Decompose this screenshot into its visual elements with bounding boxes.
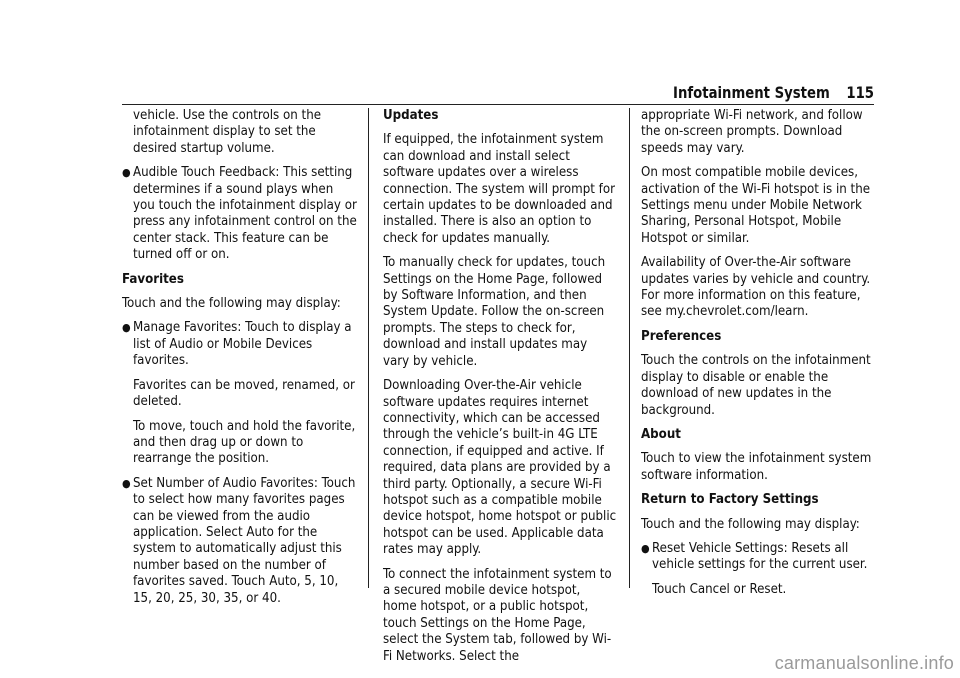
section-title: Infotainment System <box>673 83 830 102</box>
paragraph: appropriate Wi-Fi network, and follow the on-screen prompts. Download speeds may vary. <box>641 108 863 156</box>
paragraph: Downloading Over-the-Air vehicle software updates requires internet connectivity, which can be accessed through the vehicle’s built-in 4G LTE connection, if equipped and active. If required, data plans are provided by a third party. Optionally, a secure Wi-Fi hotspot such as a compatible mobile device hotspot, home hotspot or public hotspot can be used. Applicable data rates may apply. <box>383 378 617 558</box>
paragraph: Favorites can be moved, renamed, or deleted. <box>133 377 355 410</box>
column-3 <box>641 108 877 606</box>
paragraph: Availability of Over-the-Air software updates varies by vehicle and country. For more information on this feature, see my.chevrolet.com/learn. <box>641 255 871 320</box>
watermark: carmanualsonline.info <box>774 653 954 673</box>
bullet-icon: ● <box>122 476 131 490</box>
heading-about: About <box>641 426 681 442</box>
bullet-text: Audible Touch Feedback: This setting determines if a sound plays when you touch the infotainment display or press any infotainment control on the center stack. This feature can be turned off or on. <box>133 165 357 263</box>
heading-favorites: Favorites <box>122 271 184 287</box>
paragraph: To manually check for updates, touch Settings on the Home Page, followed by Software Information, and then System Update. Follow the on-screen prompts. The steps to check for, download and install updates may vary by vehicle. <box>383 255 606 369</box>
column-2 <box>383 108 617 673</box>
paragraph: On most compatible mobile devices, activation of the Wi-Fi hotspot is in the Settings menu under Mobile Network Sharing, Personal Hotspot, Mobile Hotspot or similar. <box>641 165 871 246</box>
bullet-item-reset-vehicle-settings <box>641 541 877 574</box>
bullet-item-set-number-of-audio-favorites <box>122 476 358 607</box>
paragraph: Touch Cancel or Reset. <box>652 581 787 597</box>
paragraph: To move, touch and hold the favorite, and then drag up or down to rearrange the position. <box>133 418 356 467</box>
heading-preferences: Preferences <box>641 328 722 344</box>
bullet-item-manage-favorites <box>122 320 358 369</box>
bullet-icon: ● <box>122 166 131 180</box>
paragraph: vehicle. Use the controls on the infotainment display to set the desired startup volume. <box>133 108 322 156</box>
paragraph: If equipped, the infotainment system can download and install select software updates over a wireless connection. The system will prompt for certain updates to be downloaded and installed. There is also an option to check for updates manually. <box>383 132 615 246</box>
heading-return-to-factory-settings: Return to Factory Settings <box>641 492 819 508</box>
bullet-icon: ● <box>122 321 131 335</box>
header-rule <box>122 104 874 105</box>
paragraph: Touch to view the infotainment system software information. <box>641 451 872 483</box>
bullet-text: Manage Favorites: Touch to display a list of Audio or Mobile Devices favorites. <box>133 320 352 369</box>
paragraph: Touch and the following may display: <box>122 296 341 312</box>
column-divider <box>368 108 369 588</box>
column-divider <box>629 108 630 588</box>
bullet-icon: ● <box>641 541 650 555</box>
paragraph: Touch the controls on the infotainment display to disable or enable the download of new updates in the background. <box>641 353 871 418</box>
page-header <box>70 83 874 102</box>
paragraph: Touch and the following may display: <box>641 516 860 532</box>
column-1 <box>122 108 358 615</box>
paragraph: To connect the infotainment system to a secured mobile device hotspot, home hotspot, or a public hotspot, touch Settings on the Home Page, select the System tab, followed by Wi-Fi Networks. Select the <box>383 566 612 664</box>
page-number: 115 <box>846 83 874 102</box>
heading-updates: Updates <box>383 108 439 123</box>
bullet-text: Set Number of Audio Favorites: Touch to select how many favorites pages can be viewed from the audio application. Select Auto for the system to automatically adjust this number based on the number of favorites saved. Touch Auto, 5, 10, 15, 20, 25, 30, 35, or 40. <box>133 475 356 606</box>
bullet-item-audible-touch-feedback <box>122 165 358 263</box>
bullet-text: Reset Vehicle Settings: Resets all vehicle settings for the current user. <box>652 540 868 573</box>
